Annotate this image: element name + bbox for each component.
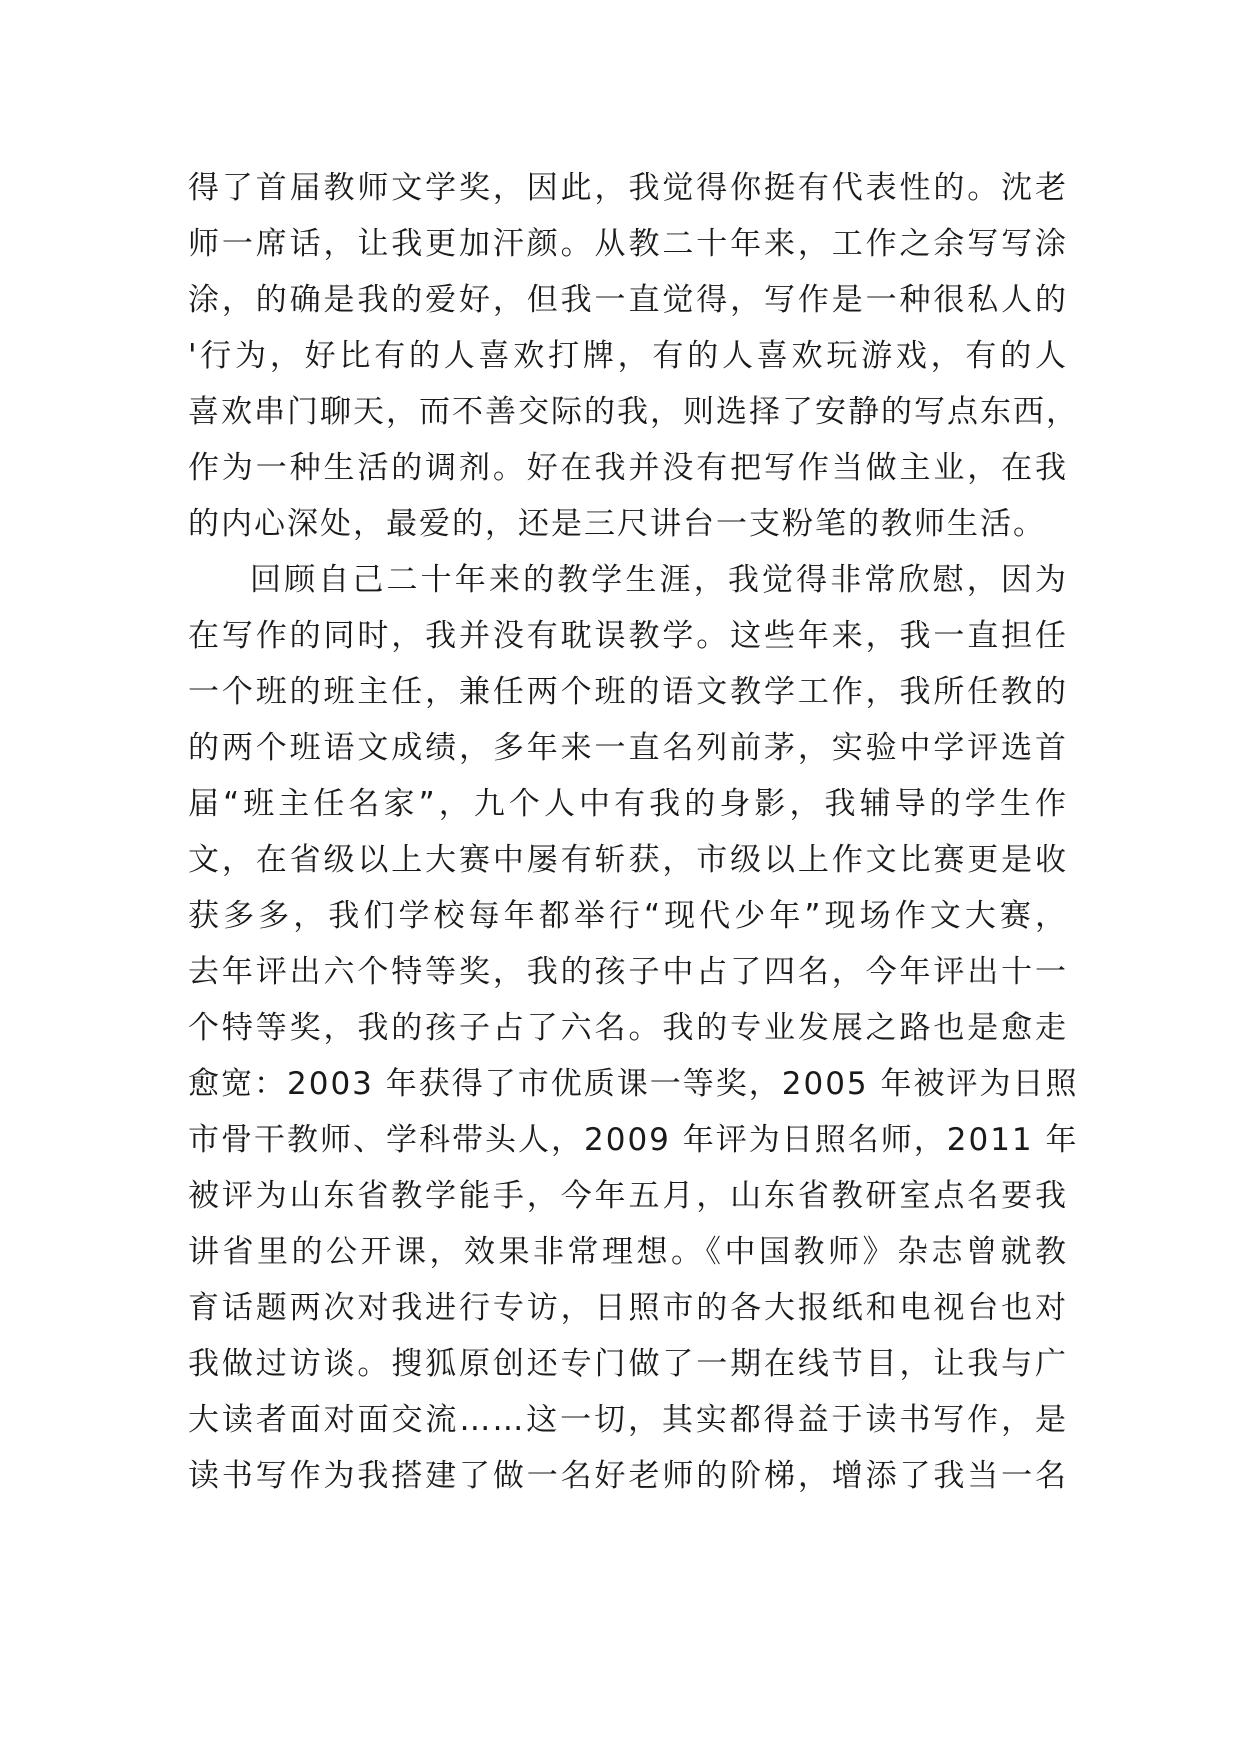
text-line: 涂，的确是我的爱好，但我一直觉得，写作是一种很私人的 <box>188 282 1068 318</box>
text-line: 愈宽：2003 年获得了市优质课一等奖，2005 年被评为日照 <box>188 1066 1079 1102</box>
text-line: 大读者面对面交流……这一切，其实都得益于读书写作，是 <box>188 1402 1068 1438</box>
text-line: 作为一种生活的调剂。好在我并没有把写作当做主业，在我 <box>188 450 1068 486</box>
text-line: 我做过访谈。搜狐原创还专门做了一期在线节目，让我与广 <box>188 1346 1068 1382</box>
text-line: '行为，好比有的人喜欢打牌，有的人喜欢玩游戏，有的人 <box>188 338 1068 374</box>
text-line: 在写作的同时，我并没有耽误教学。这些年来，我一直担任 <box>188 618 1068 654</box>
text-line: 读书写作为我搭建了做一名好老师的阶梯，增添了我当一名 <box>188 1458 1068 1494</box>
text-line: 去年评出六个特等奖，我的孩子中占了四名，今年评出十一 <box>188 954 1068 990</box>
text-line: 市骨干教师、学科带头人，2009 年评为日照名师，2011 年 <box>188 1122 1079 1158</box>
text-line: 被评为山东省教学能手，今年五月，山东省教研室点名要我 <box>188 1178 1068 1214</box>
text-line: 一个班的班主任，兼任两个班的语文教学工作，我所任教的 <box>188 674 1068 710</box>
paragraph-start-line: 回顾自己二十年来的教学生涯，我觉得非常欣慰，因为 <box>250 562 1068 598</box>
text-line: 届“班主任名家”，九个人中有我的身影，我辅导的学生作 <box>188 786 1068 822</box>
text-line: 育话题两次对我进行专访，日照市的各大报纸和电视台也对 <box>188 1290 1068 1326</box>
text-line: 得了首届教师文学奖，因此，我觉得你挺有代表性的。沈老 <box>188 170 1068 206</box>
text-line: 获多多，我们学校每年都举行“现代少年”现场作文大赛， <box>188 898 1068 934</box>
text-line: 师一席话，让我更加汗颜。从教二十年来，工作之余写写涂 <box>188 226 1068 262</box>
body-text <box>188 160 1079 1504</box>
text-line: 讲省里的公开课，效果非常理想。《中国教师》杂志曾就教 <box>188 1234 1068 1270</box>
text-line: 文，在省级以上大赛中屡有斩获，市级以上作文比赛更是收 <box>188 842 1068 878</box>
text-line: 的两个班语文成绩，多年来一直名列前茅，实验中学评选首 <box>188 730 1068 766</box>
text-line: 喜欢串门聊天，而不善交际的我，则选择了安静的写点东西， <box>188 394 1079 430</box>
paragraph-end-line: 的内心深处，最爱的，还是三尺讲台一支粉笔的教师生活。 <box>188 506 1046 542</box>
text-line: 个特等奖，我的孩子占了六名。我的专业发展之路也是愈走 <box>188 1010 1068 1046</box>
